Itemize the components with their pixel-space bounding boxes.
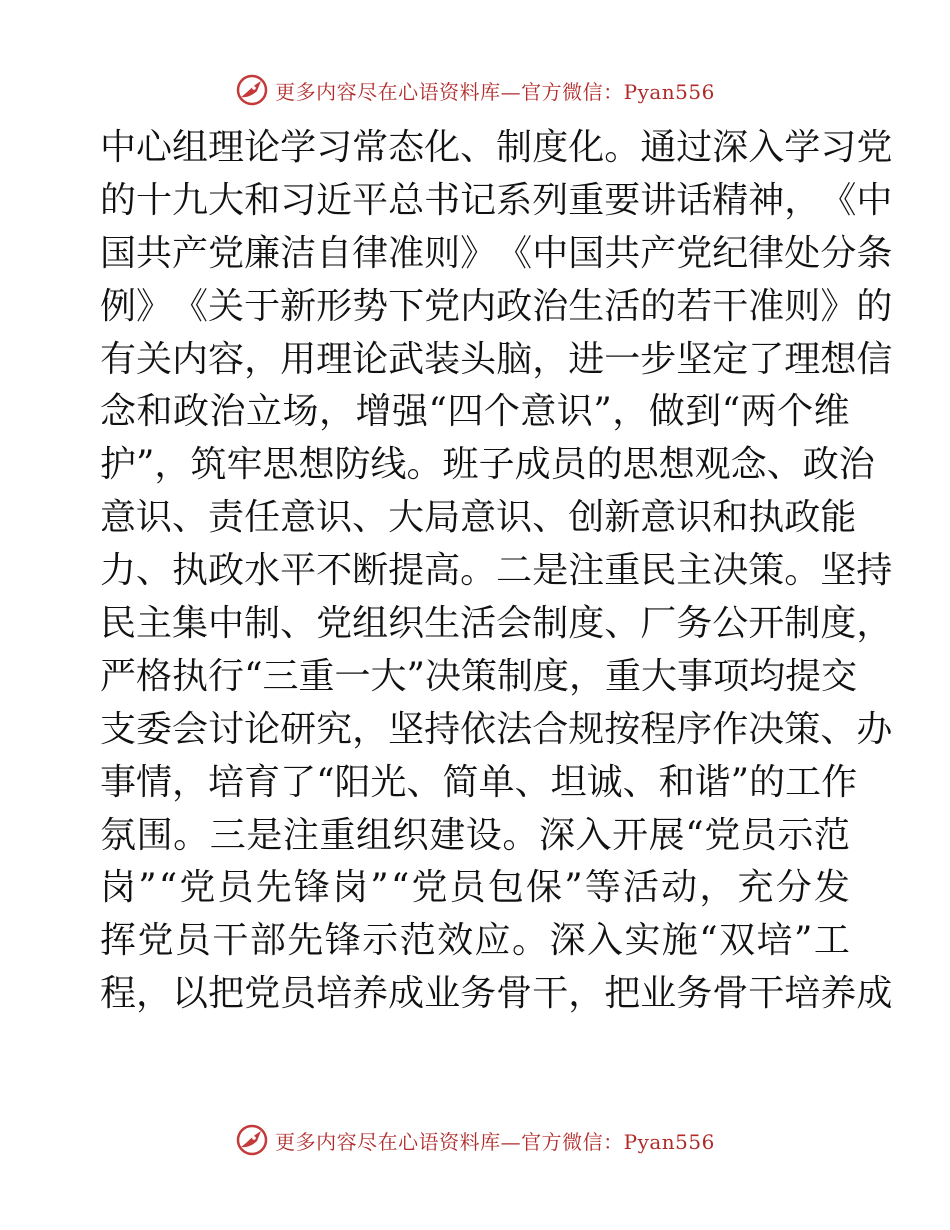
footer-watermark <box>0 1120 950 1160</box>
body-line: 挥 党 员 干 部 先 锋 示 范 效 应 。 深 入 实 施 “ 双 培 ” 工 <box>100 920 850 962</box>
header-watermark-text: 更多内容尽在心语资料库—官方微信：Pyan556 <box>275 79 715 104</box>
body-line: 中 心 组 理 论 学 习 常 态 化 、 制 度 化 。 通 过 深 入 学 习 党 <box>100 127 893 168</box>
body-line: 的 十 九 大 和 习 近 平 总 书 记 系 列 重 要 讲 话 精 神 ， 《 中 <box>100 179 893 221</box>
body-line: 念 和 政 治 立 场 ， 增 强 “ 四 个 意 识 ” ， 做 到 “ 两 个 维 <box>100 391 850 433</box>
header-watermark <box>0 70 950 110</box>
pen-nib-logo-icon <box>235 1123 269 1157</box>
body-line: 国 共 产 党 廉 洁 自 律 准 则 》 《 中 国 共 产 党 纪 律 处 分 条 <box>100 232 893 274</box>
body-line: 岗 ” “ 党 员 先 锋 岗 ” “ 党 员 包 保 ” 等 活 动 ， 充 分 发 <box>100 867 850 909</box>
body-line: 事 情 ， 培 育 了 “ 阳 光 、 简 单 、 坦 诚 、 和 谐 ” 的 工 作 <box>100 761 858 803</box>
body-line: 力 、 执 政 水 平 不 断 提 高 。 二 是 注 重 民 主 决 策 。 坚 持 <box>100 550 893 592</box>
body-line: 护 ” ， 筑 牢 思 想 防 线 。 班 子 成 员 的 思 想 观 念 、 政 治 <box>100 444 875 486</box>
body-line: 民 主 集 中 制 、 党 组 织 生 活 会 制 度 、 厂 务 公 开 制 度 ， <box>100 603 893 645</box>
body-line: 支 委 会 讨 论 研 究 ， 坚 持 依 法 合 规 按 程 序 作 决 策 、 办 <box>100 708 893 750</box>
body-line: 意 识 、 责 任 意 识 、 大 局 意 识 、 创 新 意 识 和 执 政 能 <box>100 497 857 539</box>
pen-nib-logo-icon <box>235 73 269 107</box>
document-body <box>100 122 893 1021</box>
body-line: 严 格 执 行 “ 三 重 一 大 ” 决 策 制 度 ， 重 大 事 项 均 提 交 <box>100 655 858 697</box>
footer-watermark-text: 更多内容尽在心语资料库—官方微信：Pyan556 <box>275 1129 715 1154</box>
body-line: 程 ， 以 把 党 员 培 养 成 业 务 骨 干 ， 把 业 务 骨 干 培 养 成 <box>100 973 893 1015</box>
body-line: 氛 围 。 三 是 注 重 组 织 建 设 。 深 入 开 展 “ 党 员 示 范 <box>100 814 850 856</box>
body-line: 例 》 《 关 于 新 形 势 下 党 内 政 治 生 活 的 若 干 准 则 》 的 <box>100 285 893 327</box>
body-line: 有 关 内 容 ， 用 理 论 武 装 头 脑 ， 进 一 步 坚 定 了 理 想 信 <box>100 338 893 380</box>
